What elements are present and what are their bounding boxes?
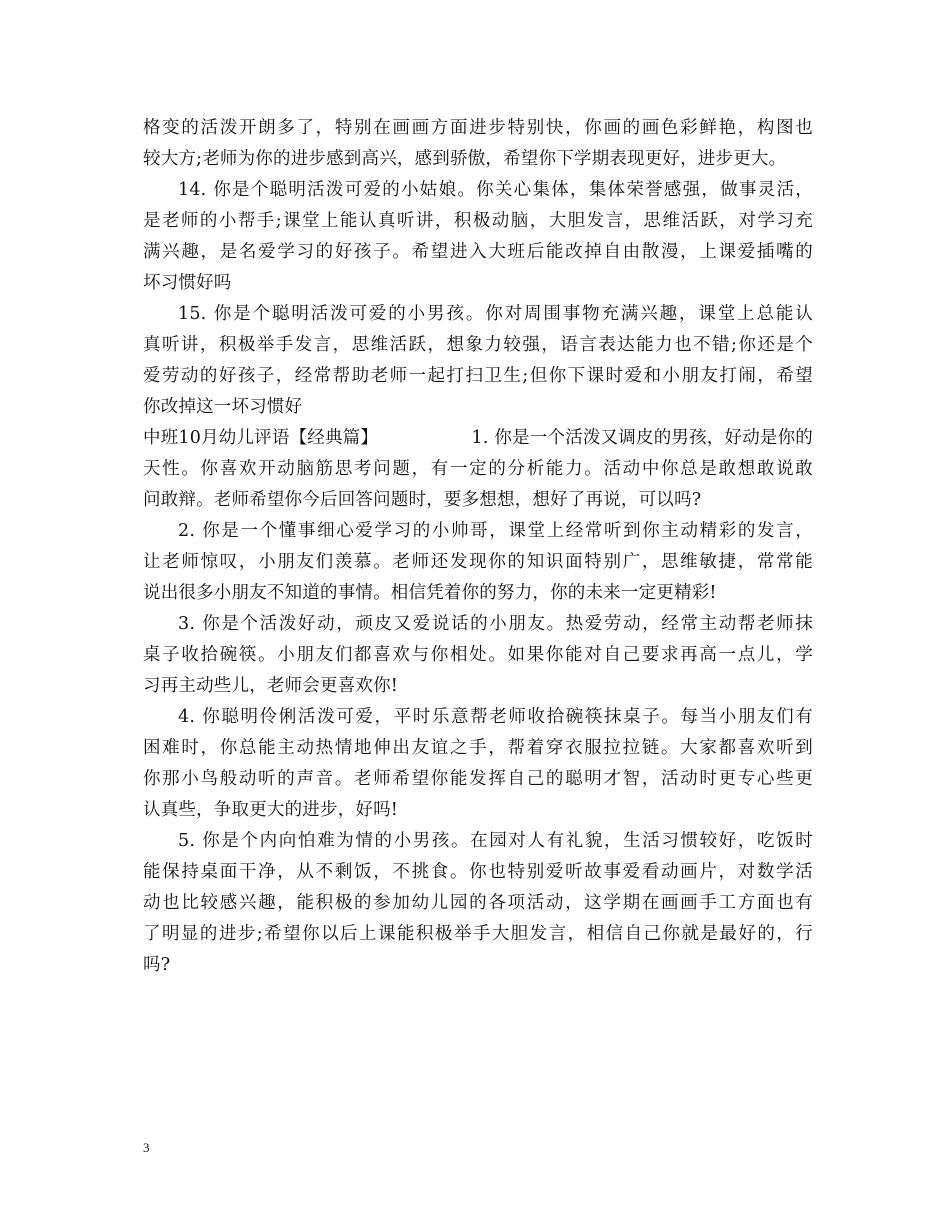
document-body (143, 113, 813, 981)
text-line: 说出很多小朋友不知道的事情。相信凭着你的努力，你的未来一定更精彩! (143, 583, 717, 603)
comment-item-15: 15. 你是个聪明活泼可爱的小男孩。你对周围事物充满兴趣，课堂上总能认 (178, 304, 813, 324)
text-line: 真听讲，积极举手发言，思维活跃，想象力较强，语言表达能力也不错;你还是个 (143, 335, 813, 355)
text-line: 坏习惯好吗 (143, 273, 232, 293)
comment-item-5: 5. 你是个内向怕难为情的小男孩。在园对人有礼貌，生活习惯较好，吃饭时 (178, 831, 813, 851)
text-line: 桌子收拾碗筷。小朋友们都喜欢与你相处。如果你能对自己要求再高一点儿，学 (143, 645, 813, 665)
text-line: 了明显的进步;希望你以后上课能积极举手大胆发言，相信自己你就是最好的，行 (143, 924, 813, 944)
section-heading-line (143, 423, 813, 454)
text-line: 天性。你喜欢开动脑筋思考问题，有一定的分析能力。活动中你总是敢想敢说敢 (143, 459, 813, 479)
comment-item-4: 4. 你聪明伶俐活泼可爱，平时乐意帮老师收拾碗筷抹桌子。每当小朋友们有 (178, 707, 813, 727)
text-line: 让老师惊叹，小朋友们羡慕。老师还发现你的知识面特别广，思维敏捷，常常能 (143, 552, 813, 572)
text-line: 你改掉这一坏习惯好 (143, 397, 303, 417)
comment-item-14: 14. 你是个聪明活泼可爱的小姑娘。你关心集体，集体荣誉感强，做事灵活， (178, 180, 813, 200)
text-line: 爱劳动的好孩子，经常帮助老师一起打扫卫生;但你下课时爱和小朋友打闹，希望 (143, 366, 813, 386)
section-heading: 中班10月幼儿评语【经典篇】 (143, 428, 379, 448)
comment-item-3: 3. 你是个活泼好动，顽皮又爱说话的小朋友。热爱劳动，经常主动帮老师抹 (178, 614, 813, 634)
text-line: 你那小鸟般动听的声音。老师希望你能发挥自己的聪明才智，活动时更专心些更 (143, 769, 813, 789)
text-line: 问敢辩。老师希望你今后回答问题时，要多想想，想好了再说，可以吗? (143, 490, 702, 510)
text-line: 能保持桌面干净，从不剩饭，不挑食。你也特别爱听故事爱看动画片，对数学活 (143, 862, 813, 882)
text-line: 习再主动些儿，老师会更喜欢你! (143, 676, 399, 696)
text-line: 格变的活泼开朗多了，特别在画画方面进步特别快，你画的画色彩鲜艳，构图也 (143, 118, 813, 138)
comment-item-1: 1. 你是一个活泼又调皮的男孩，好动是你的 (471, 428, 813, 448)
text-line: 是老师的小帮手;课堂上能认真听讲，积极动脑，大胆发言，思维活跃，对学习充 (143, 211, 813, 231)
text-line: 吗? (143, 955, 171, 975)
comment-item-2: 2. 你是一个懂事细心爱学习的小帅哥，课堂上经常听到你主动精彩的发言， (178, 521, 813, 541)
text-line: 动也比较感兴趣，能积极的参加幼儿园的各项活动，这学期在画画手工方面也有 (143, 893, 813, 913)
text-line: 较大方;老师为你的进步感到高兴，感到骄傲，希望你下学期表现更好，进步更大。 (143, 149, 787, 169)
text-line: 认真些，争取更大的进步，好吗! (143, 800, 399, 820)
page-number: 3 (143, 1140, 150, 1155)
text-line: 困难时，你总能主动热情地伸出友谊之手，帮着穿衣服拉拉链。大家都喜欢听到 (143, 738, 813, 758)
text-line: 满兴趣，是名爱学习的好孩子。希望进入大班后能改掉自由散漫，上课爱插嘴的 (143, 242, 813, 262)
